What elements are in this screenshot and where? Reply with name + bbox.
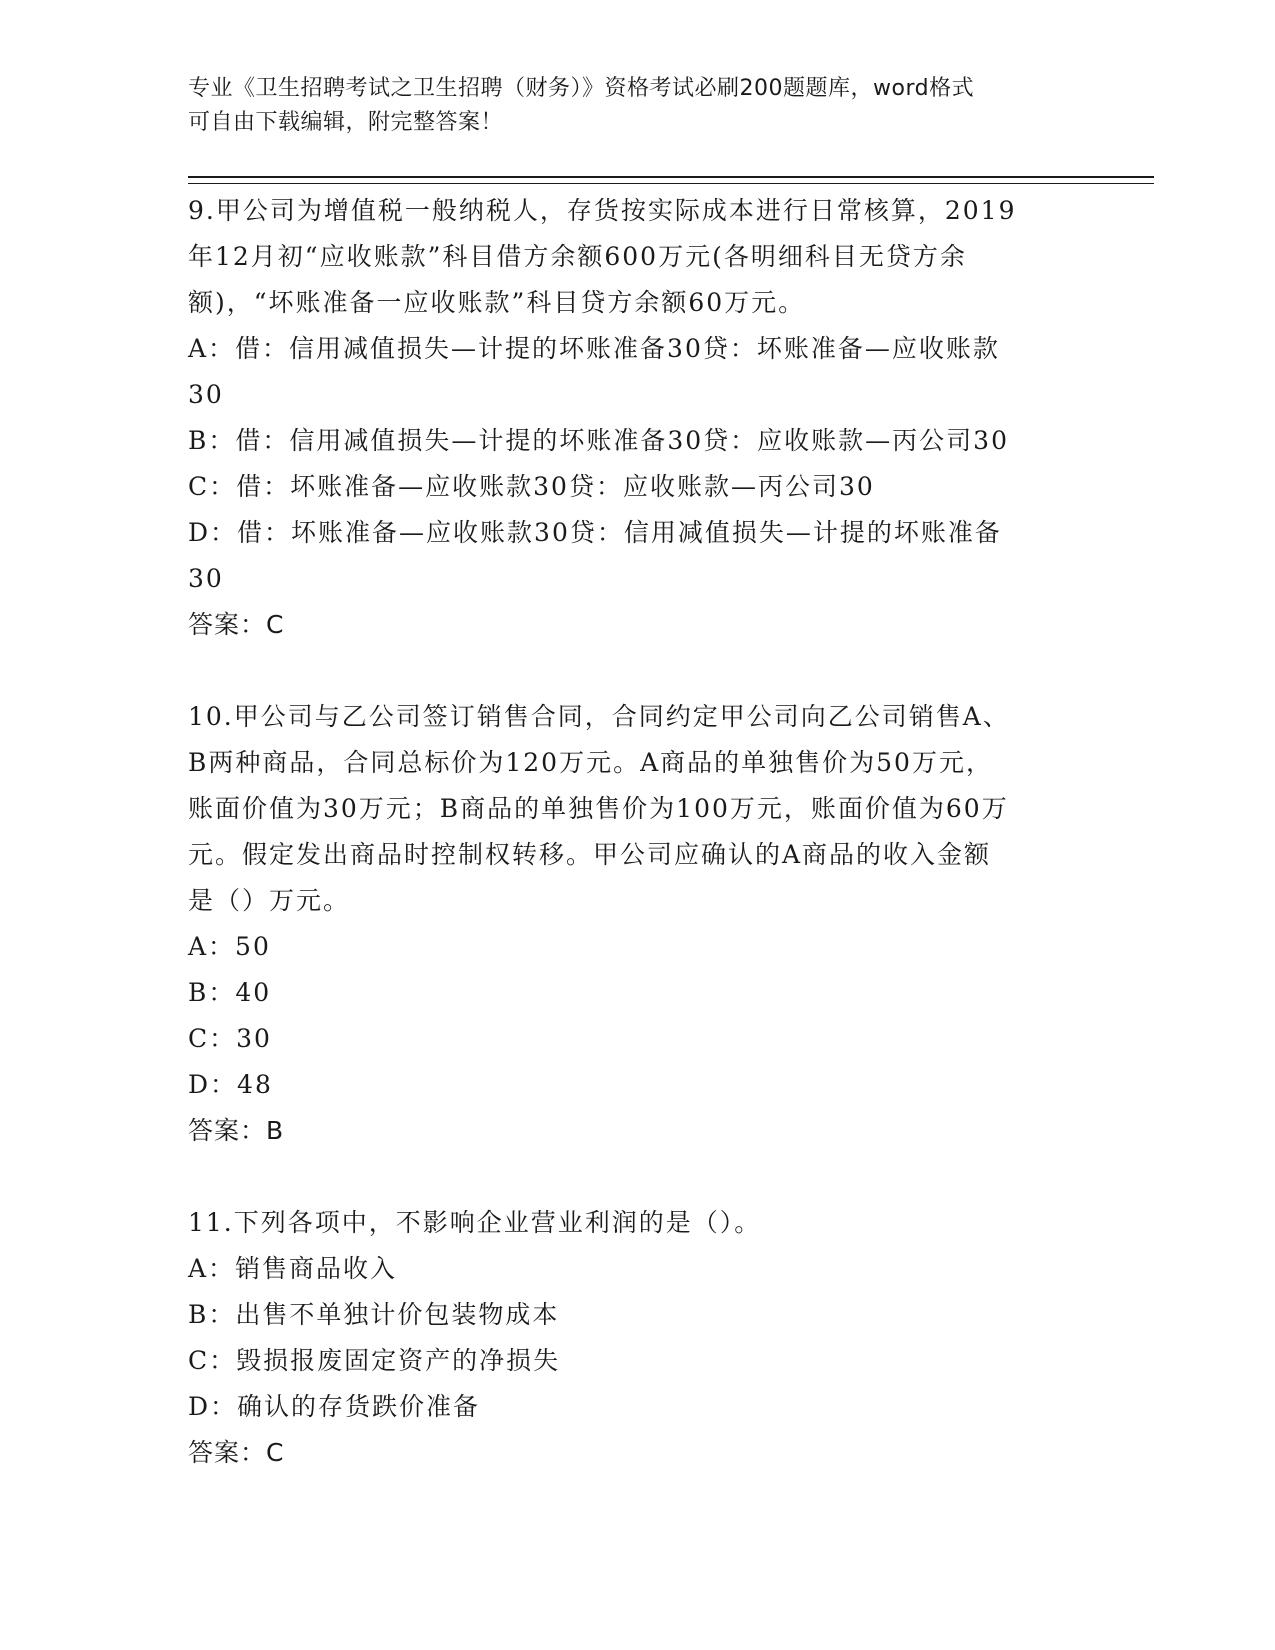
option-a: A：借：信用减值损失—计提的坏账准备30贷：坏账准备—应收账款 xyxy=(188,334,1000,363)
header-line: 专业《卫生招聘考试之卫生招聘（财务）》资格考试必刷200题题库，word格式 xyxy=(188,76,975,101)
option-c: C：毁损报废固定资产的净损失 xyxy=(188,1346,561,1375)
question-stem-line: 10.甲公司与乙公司签订销售合同，合同约定甲公司向乙公司销售A、 xyxy=(188,702,1010,731)
option-d: D：48 xyxy=(188,1070,273,1099)
option-a: A：销售商品收入 xyxy=(188,1254,398,1283)
question-list xyxy=(188,188,1088,1476)
option-b: B：40 xyxy=(188,978,272,1007)
question-stem-line: 9.甲公司为增值税一般纳税人，存货按实际成本进行日常核算，2019 xyxy=(188,196,1017,225)
question-stem-line: 元。假定发出商品时控制权转移。甲公司应确认的A商品的收入金额 xyxy=(188,840,992,869)
document-header xyxy=(188,72,1068,140)
option-b: B：借：信用减值损失—计提的坏账准备30贷：应收账款—丙公司30 xyxy=(188,426,1009,455)
option-b: B：出售不单独计价包装物成本 xyxy=(188,1300,560,1329)
question-stem-line: 11.下列各项中，不影响企业营业利润的是（）。 xyxy=(188,1208,762,1237)
question-10 xyxy=(188,694,1088,1154)
option-a: A：50 xyxy=(188,932,271,961)
spacer xyxy=(188,1154,1088,1200)
question-stem-line: 额)，“坏账准备一应收账款”科目贷方余额60万元。 xyxy=(188,288,806,317)
spacer xyxy=(188,648,1088,694)
option-a-continued: 30 xyxy=(188,380,224,409)
question-11 xyxy=(188,1200,1088,1476)
header-divider xyxy=(188,176,1154,178)
answer: 答案：C xyxy=(188,1438,285,1467)
answer: 答案：B xyxy=(188,1116,285,1145)
answer: 答案：C xyxy=(188,610,285,639)
question-9 xyxy=(188,188,1088,648)
question-stem-line: B两种商品，合同总标价为120万元。A商品的单独售价为50万元， xyxy=(188,748,993,777)
question-stem-line: 是（）万元。 xyxy=(188,886,351,915)
option-d: D：确认的存货跌价准备 xyxy=(188,1392,481,1421)
header-divider-thin xyxy=(188,183,1154,184)
option-d: D：借：坏账准备—应收账款30贷：信用减值损失—计提的坏账准备 xyxy=(188,518,1002,547)
question-stem-line: 年12月初“应收账款”科目借方余额600万元(各明细科目无贷方余 xyxy=(188,242,967,271)
option-c: C：30 xyxy=(188,1024,272,1053)
header-line: 可自由下载编辑，附完整答案！ xyxy=(188,110,504,135)
option-c: C：借：坏账准备—应收账款30贷：应收账款—丙公司30 xyxy=(188,472,875,501)
question-stem-line: 账面价值为30万元；B商品的单独售价为100万元，账面价值为60万 xyxy=(188,794,1009,823)
option-d-continued: 30 xyxy=(188,564,224,593)
